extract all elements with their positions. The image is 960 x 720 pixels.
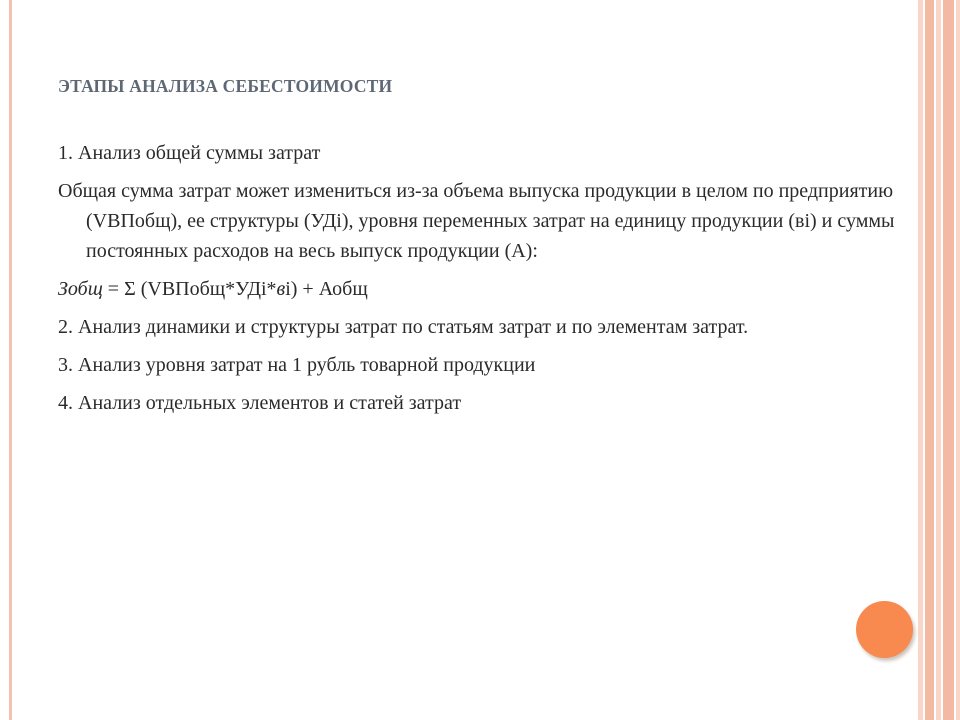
slide-content xyxy=(58,138,908,426)
orange-circle-decoration xyxy=(856,601,913,658)
list-item: 3. Анализ уровня затрат на 1 рубль товарной продукции xyxy=(58,354,536,376)
list-item: 2. Анализ динамики и структуры затрат по статьям затрат и по элементам затрат. xyxy=(58,316,749,338)
left-border-rule xyxy=(9,0,12,720)
slide-title: ЭТАПЫ АНАЛИЗА СЕБЕСТОИМОСТИ xyxy=(58,76,393,96)
stripe xyxy=(925,0,934,720)
list-item: 1. Анализ общей суммы затрат xyxy=(58,142,321,164)
list-item: 4. Анализ отдельных элементов и статей затрат xyxy=(58,392,462,414)
formula-lhs: Зобщ xyxy=(58,278,103,300)
stripe xyxy=(936,0,941,720)
stripe xyxy=(918,0,923,720)
list-item: Общая сумма затрат может измениться из-за объема выпуска продукции в целом по предприятию (VBПобщ), ее структуры (УДі), уровня переменных затрат на единицу продукции (ві) и суммы постоянных расходов на весь выпуск продукции (А): xyxy=(58,180,895,262)
stripe xyxy=(956,0,960,720)
formula-rhs: і) + Аобщ xyxy=(285,278,368,300)
formula-line xyxy=(58,274,908,304)
right-decorative-stripes xyxy=(918,0,960,720)
formula-var: в xyxy=(276,278,286,300)
stripe xyxy=(943,0,954,720)
formula-middle: = Σ (VBПобщ*УДі* xyxy=(102,278,277,300)
